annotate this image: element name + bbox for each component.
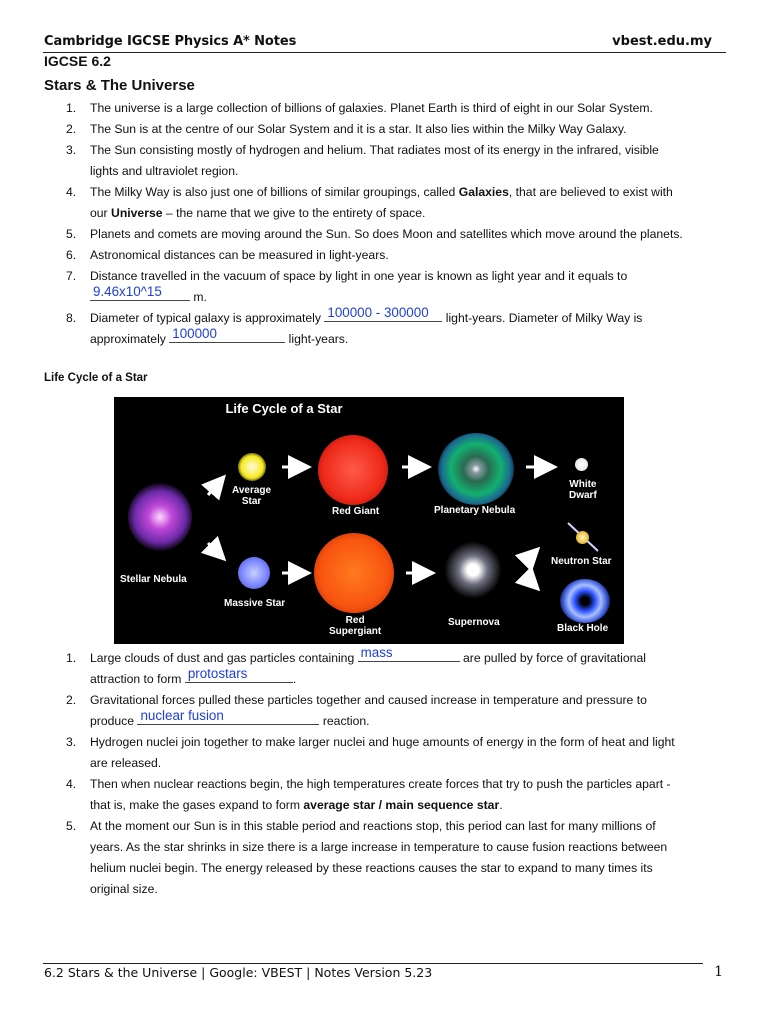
red-supergiant-icon (314, 533, 394, 613)
answer-blank[interactable] (169, 326, 285, 343)
list-item: 8. Diameter of typical galaxy is approximately 100000 - 300000 light-years. Diameter of Milky Way is approximately 100000 light-years. (66, 305, 643, 346)
section-code: IGCSE 6.2 (44, 53, 111, 69)
universe-notes-list (44, 98, 734, 350)
header-title: Cambridge IGCSE Physics A* Notes (44, 34, 297, 49)
list-item: 3. Hydrogen nuclei join together to make larger nuclei and huge amounts of energy in the form of heat and light are released. (66, 735, 675, 770)
label-supernova: Supernova (448, 617, 500, 628)
life-cycle-diagram (114, 397, 624, 644)
neutron-star-icon (576, 531, 589, 544)
answer-blank[interactable] (324, 305, 442, 322)
footer-divider (43, 963, 703, 964)
list-item: 2. The Sun is at the centre of our Solar System and it is a star. It also lies within the Milky Way Galaxy. (66, 122, 627, 136)
average-star-icon (238, 453, 266, 481)
label-neutron-star: Neutron Star (551, 556, 612, 567)
stellar-nebula-icon (128, 483, 192, 551)
list-item: 4. Then when nuclear reactions begin, the high temperatures create forces that try to push the particles apart - that is, make the gases expand to form average star / main sequence star. (66, 777, 671, 812)
label-massive-star: Massive Star (224, 598, 286, 609)
answer-protostars: protostars (187, 666, 248, 681)
arrow-icon (524, 551, 536, 563)
section-title: Stars & The Universe (44, 77, 195, 94)
answer-blank[interactable] (90, 284, 190, 301)
label-red-supergiant: Red Supergiant (329, 615, 382, 637)
supernova-icon (444, 541, 502, 599)
black-hole-icon (560, 579, 610, 623)
life-cycle-notes-list (44, 645, 734, 900)
list-item: 1. The universe is a large collection of billions of galaxies. Planet Earth is third of eight in our Solar System. (66, 101, 653, 115)
list-item: 5. Planets and comets are moving around the Sun. So does Moon and satellites which move around the planets. (66, 227, 683, 241)
planetary-nebula-icon (438, 433, 514, 505)
footer-text: 6.2 Stars & the Universe | Google: VBEST | Notes Version 5.23 (44, 965, 433, 980)
list-item: 6. Astronomical distances can be measured in light-years. (66, 248, 389, 262)
label-stellar-nebula: Stellar Nebula (120, 574, 187, 585)
arrow-icon (524, 575, 536, 587)
arrow-icon (208, 543, 222, 557)
white-dwarf-icon (575, 458, 588, 471)
massive-star-icon (238, 557, 270, 589)
list-item: 1. Large clouds of dust and gas particles containing mass are pulled by force of gravitational attraction to form protostars . (66, 645, 646, 686)
label-white-dwarf: White Dwarf (569, 479, 597, 501)
answer-light-year: 9.46x10^15 (93, 284, 162, 299)
label-red-giant: Red Giant (332, 506, 380, 517)
header-divider (43, 52, 726, 53)
list-item: 7. Distance travelled in the vacuum of space by light in one year is known as light year and it equals to 9.46x10^15 m. (66, 269, 628, 304)
answer-mass: mass (360, 645, 393, 660)
list-item: 2. Gravitational forces pulled these particles together and caused increase in temperature and pressure to produce nuclear fusion reaction. (66, 693, 647, 728)
answer-milky-way-diameter: 100000 (172, 326, 217, 341)
label-planetary-nebula: Planetary Nebula (434, 505, 516, 516)
answer-galaxy-diameter: 100000 - 300000 (327, 305, 429, 320)
red-giant-icon (318, 435, 388, 505)
answer-blank[interactable] (137, 708, 319, 725)
page-number: 1 (714, 964, 723, 980)
list-item: 5. At the moment our Sun is in this stable period and reactions stop, this period can last for many millions of years. As the star shrinks in size there is a large increase in temperature to cause fusion reactions between helium nuclei begin. The energy released by these reactions causes the star to expand to many times its original size. (66, 819, 668, 896)
header-website: vbest.edu.my (612, 34, 712, 49)
list-item: 4. The Milky Way is also just one of billions of similar groupings, called Galaxies, that are believed to exist with our Universe – the name that we give to the entirety of space. (66, 185, 673, 220)
life-cycle-heading: Life Cycle of a Star (44, 372, 148, 384)
list-item: 3. The Sun consisting mostly of hydrogen and helium. That radiates most of its energy in the infrared, visible lights and ultraviolet region. (66, 143, 659, 178)
arrow-icon (208, 479, 222, 495)
answer-blank[interactable] (358, 645, 460, 662)
diagram-title: Life Cycle of a Star (225, 401, 343, 416)
answer-nuclear-fusion: nuclear fusion (140, 708, 224, 723)
label-average-star: Average Star (232, 485, 272, 507)
label-black-hole: Black Hole (557, 623, 609, 634)
answer-blank[interactable] (185, 666, 293, 683)
